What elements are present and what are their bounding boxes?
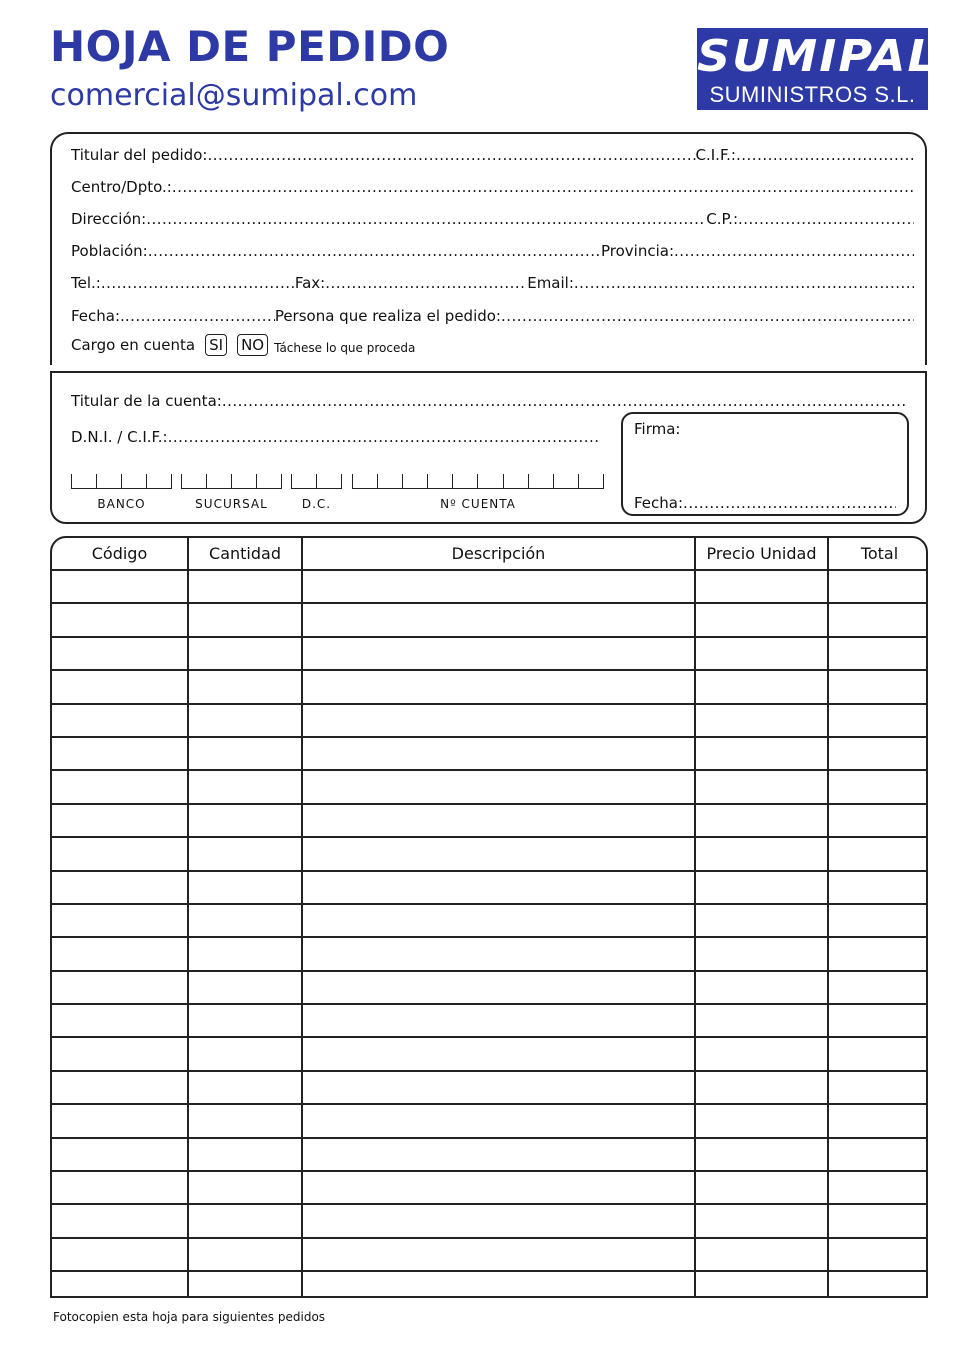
cell-precio-unidad[interactable] [695,937,828,970]
firma-label: Firma: [634,420,681,438]
cell-codigo[interactable] [52,737,188,770]
cell-descripcion[interactable] [302,1037,695,1070]
cell-cantidad[interactable] [188,1171,302,1204]
cell-total[interactable] [828,637,928,670]
cell-total[interactable] [828,1037,928,1070]
row-fecha [71,307,914,325]
provincia-label: Provincia: [600,242,674,260]
row-dni [71,428,601,446]
cell-total[interactable] [828,804,928,837]
cell-total[interactable] [828,971,928,1004]
tel-field[interactable] [101,274,295,292]
cell-total[interactable] [828,1104,928,1137]
cell-descripcion[interactable] [302,1271,695,1298]
cell-precio-unidad[interactable] [695,904,828,937]
table-row [52,1037,928,1070]
dc-label: D.C. [301,497,332,511]
cell-codigo[interactable] [52,1037,188,1070]
titular-label: Titular del pedido: [71,146,208,164]
cell-codigo[interactable] [52,904,188,937]
cell-cantidad[interactable] [188,1271,302,1298]
cell-descripcion[interactable] [302,704,695,737]
cp-field[interactable] [738,210,914,228]
col-total: Total [828,538,928,570]
table-row [52,1238,928,1271]
cell-total[interactable] [828,1204,928,1237]
cell-codigo[interactable] [52,770,188,803]
cell-precio-unidad[interactable] [695,1071,828,1104]
col-descripcion: Descripción [302,538,695,570]
row-contacto [71,274,914,292]
cell-precio-unidad[interactable] [695,804,828,837]
dni-field[interactable] [168,428,601,446]
banco-label: BANCO [97,497,146,511]
cell-codigo[interactable] [52,1138,188,1171]
cell-cantidad[interactable] [188,971,302,1004]
cell-descripcion[interactable] [302,770,695,803]
table-row [52,737,928,770]
cell-total[interactable] [828,837,928,870]
table-row [52,570,928,603]
sucursal-label: SUCURSAL [195,497,268,511]
firma-fecha-row [634,494,896,512]
cell-codigo[interactable] [52,1238,188,1271]
cell-cantidad[interactable] [188,737,302,770]
row-centro [71,178,914,196]
fax-field[interactable] [325,274,527,292]
cell-descripcion[interactable] [302,1138,695,1171]
cuenta-digits[interactable] [352,474,604,489]
table-row [52,971,928,1004]
cell-cantidad[interactable] [188,603,302,636]
cell-codigo[interactable] [52,971,188,1004]
company-logo [697,28,939,110]
cell-descripcion[interactable] [302,670,695,703]
table-row [52,1104,928,1137]
cell-total[interactable] [828,704,928,737]
table-row [52,603,928,636]
persona-label: Persona que realiza el pedido: [274,307,501,325]
titular-field[interactable] [207,146,695,164]
fax-label: Fax: [294,274,326,292]
table-row [52,637,928,670]
cif-label: C.I.F.: [695,146,736,164]
order-table [50,536,928,1298]
cell-codigo[interactable] [52,603,188,636]
direccion-field[interactable] [146,210,706,228]
cell-codigo[interactable] [52,1071,188,1104]
cell-precio-unidad[interactable] [695,1037,828,1070]
cell-cantidad[interactable] [188,1138,302,1171]
cell-cantidad[interactable] [188,904,302,937]
col-codigo: Código [52,538,188,570]
footer-note: Fotocopien esta hoja para siguientes pedidos [53,1310,326,1324]
cell-codigo[interactable] [52,937,188,970]
titular-cuenta-field[interactable] [222,392,907,410]
cell-codigo[interactable] [52,1004,188,1037]
cell-codigo[interactable] [52,670,188,703]
firma-fecha-field[interactable] [683,494,896,512]
cell-cantidad[interactable] [188,1004,302,1037]
fecha-field[interactable] [125,307,275,325]
dni-label: D.N.I. / C.I.F.: [71,428,168,446]
cell-descripcion[interactable] [302,804,695,837]
cell-codigo[interactable] [52,1171,188,1204]
cell-precio-unidad[interactable] [695,670,828,703]
cell-total[interactable] [828,603,928,636]
cell-descripcion[interactable] [302,1204,695,1237]
cell-total[interactable] [828,871,928,904]
cell-descripcion[interactable] [302,971,695,1004]
cell-cantidad[interactable] [188,871,302,904]
cell-precio-unidad[interactable] [695,603,828,636]
tachese-note: Táchese lo que proceda [274,341,416,355]
contact-email: comercial@sumipal.com [50,78,418,113]
cell-descripcion[interactable] [302,570,695,603]
cell-descripcion[interactable] [302,871,695,904]
table-row [52,904,928,937]
table-row [52,1071,928,1104]
cell-codigo[interactable] [52,1204,188,1237]
cell-precio-unidad[interactable] [695,570,828,603]
cell-descripcion[interactable] [302,904,695,937]
table-row [52,1271,928,1298]
cell-cantidad[interactable] [188,570,302,603]
table-row [52,837,928,870]
cell-total[interactable] [828,670,928,703]
banco-digits[interactable] [71,474,172,489]
cell-total[interactable] [828,1071,928,1104]
tel-label: Tel.: [71,274,101,292]
titular-cuenta-label: Titular de la cuenta: [71,392,222,410]
table-row [52,704,928,737]
table-row [52,1171,928,1204]
table-header [52,538,928,570]
table-row [52,770,928,803]
cell-total[interactable] [828,1238,928,1271]
cell-codigo[interactable] [52,704,188,737]
cell-descripcion[interactable] [302,603,695,636]
cell-total[interactable] [828,737,928,770]
cell-descripcion[interactable] [302,1238,695,1271]
fecha-label: Fecha:. [71,307,125,325]
cell-precio-unidad[interactable] [695,637,828,670]
email-field[interactable] [574,274,914,292]
cell-cantidad[interactable] [188,1071,302,1104]
cell-precio-unidad[interactable] [695,1138,828,1171]
cell-descripcion[interactable] [302,1071,695,1104]
cell-precio-unidad[interactable] [695,1104,828,1137]
poblacion-label: Población: [71,242,148,260]
cell-precio-unidad[interactable] [695,1204,828,1237]
row-titular-cuenta [71,392,907,410]
cell-codigo[interactable] [52,570,188,603]
cargo-label: Cargo en cuenta [71,336,196,354]
cell-codigo[interactable] [52,804,188,837]
cell-precio-unidad[interactable] [695,1238,828,1271]
cell-cantidad[interactable] [188,837,302,870]
cell-descripcion[interactable] [302,1171,695,1204]
table-row [52,1138,928,1171]
cell-total[interactable] [828,1138,928,1171]
cell-descripcion[interactable] [302,937,695,970]
row-direccion [71,210,914,228]
cell-total[interactable] [828,1004,928,1037]
cell-total[interactable] [828,937,928,970]
cell-total[interactable] [828,570,928,603]
cell-cantidad[interactable] [188,1037,302,1070]
cell-precio-unidad[interactable] [695,1171,828,1204]
cell-cantidad[interactable] [188,704,302,737]
cell-cantidad[interactable] [188,1104,302,1137]
table-row [52,670,928,703]
cell-precio-unidad[interactable] [695,770,828,803]
cell-descripcion[interactable] [302,637,695,670]
email-label: Email: [527,274,574,292]
signature-box[interactable] [621,412,909,516]
cell-total[interactable] [828,904,928,937]
dc-digits[interactable] [291,474,342,489]
cell-total[interactable] [828,1271,928,1298]
cif-field[interactable] [736,146,914,164]
table-row [52,937,928,970]
centro-field[interactable] [172,178,914,196]
table-row [52,1204,928,1237]
cell-codigo[interactable] [52,1104,188,1137]
cell-precio-unidad[interactable] [695,704,828,737]
table-row [52,871,928,904]
sucursal-digits[interactable] [181,474,282,489]
logo-brand: SUMIPAL [697,30,939,82]
cell-codigo[interactable] [52,1271,188,1298]
cell-cantidad[interactable] [188,670,302,703]
page-title: HOJA DE PEDIDO [50,22,450,71]
cell-descripcion[interactable] [302,1104,695,1137]
row-cargo [71,334,914,356]
si-checkbox[interactable]: SI [205,334,227,356]
cell-codigo[interactable] [52,837,188,870]
col-cantidad: Cantidad [188,538,302,570]
cuenta-label: Nº CUENTA [440,497,516,511]
provincia-field[interactable] [674,242,914,260]
cell-cantidad[interactable] [188,804,302,837]
cell-cantidad[interactable] [188,937,302,970]
cell-total[interactable] [828,1171,928,1204]
table-row [52,1004,928,1037]
cell-precio-unidad[interactable] [695,1004,828,1037]
cp-label: C.P.: [706,210,738,228]
firma-fecha-label: Fecha: [634,494,684,512]
centro-label: Centro/Dpto.: [71,178,172,196]
cell-cantidad[interactable] [188,770,302,803]
col-precio-unidad: Precio Unidad [695,538,828,570]
cell-codigo[interactable] [52,871,188,904]
cell-total[interactable] [828,770,928,803]
cell-descripcion[interactable] [302,737,695,770]
table-row [52,804,928,837]
cell-cantidad[interactable] [188,637,302,670]
row-titular [71,146,914,164]
cell-precio-unidad[interactable] [695,1271,828,1298]
logo-subtitle: SUMINISTROS S.L. [709,82,916,107]
cell-cantidad[interactable] [188,1204,302,1237]
cell-precio-unidad[interactable] [695,737,828,770]
row-poblacion [71,242,914,260]
cell-codigo[interactable] [52,637,188,670]
cell-descripcion[interactable] [302,1004,695,1037]
persona-field[interactable] [501,307,914,325]
cell-cantidad[interactable] [188,1238,302,1271]
cell-descripcion[interactable] [302,837,695,870]
no-checkbox[interactable]: NO [237,334,268,356]
table-body [52,570,928,1298]
direccion-label: Dirección: [71,210,147,228]
cell-precio-unidad[interactable] [695,871,828,904]
cell-precio-unidad[interactable] [695,971,828,1004]
poblacion-field[interactable] [148,242,601,260]
cell-precio-unidad[interactable] [695,837,828,870]
